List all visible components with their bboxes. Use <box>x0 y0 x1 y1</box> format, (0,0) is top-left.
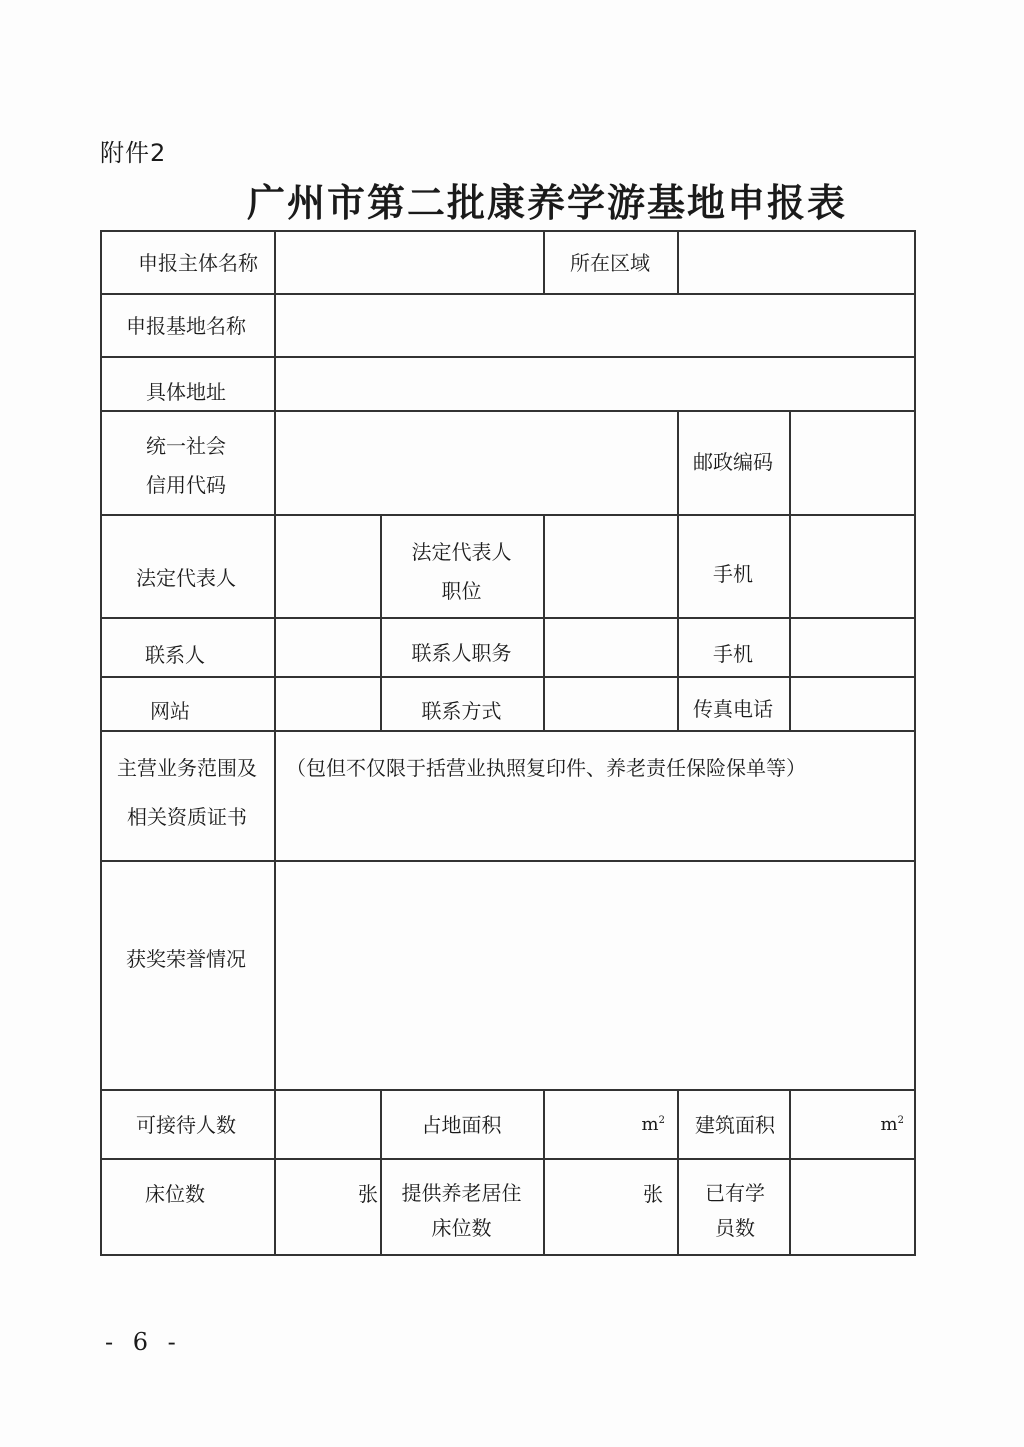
column-divider <box>789 514 791 730</box>
credit-code-label-line1: 统一社会 <box>146 434 226 458</box>
students-label-line2: 员数 <box>715 1216 755 1240</box>
business-scope-label-line1: 主营业务范围及 <box>117 756 257 780</box>
land-area-label: 占地面积 <box>421 1113 502 1137</box>
column-divider <box>274 230 276 1256</box>
row-divider <box>100 293 915 295</box>
elder-beds-label-line1: 提供养老居住 <box>401 1181 522 1205</box>
page-number: - 6 - <box>105 1328 182 1356</box>
contact-method-label: 联系方式 <box>421 699 502 723</box>
postcode-label: 邮政编码 <box>693 450 773 474</box>
row-divider <box>100 1089 915 1091</box>
district-label: 所在区域 <box>570 251 650 275</box>
form-border-top <box>100 230 915 232</box>
legal-rep-label: 法定代表人 <box>136 566 236 590</box>
page-title: 广州市第二批康养学游基地申报表 <box>246 181 847 225</box>
fax-label: 传真电话 <box>693 697 773 721</box>
students-label-line1: 已有学 <box>705 1181 765 1205</box>
building-area-label: 建筑面积 <box>695 1113 775 1137</box>
applicant-name-label: 申报主体名称 <box>138 251 258 275</box>
awards-label: 获奖荣誉情况 <box>126 947 246 971</box>
legal-rep-title-label-line1: 法定代表人 <box>411 540 512 564</box>
contact-label: 联系人 <box>145 643 205 667</box>
contact-title-label: 联系人职务 <box>411 641 512 665</box>
elder-beds-label-line2: 床位数 <box>431 1216 492 1240</box>
mobile-label: 手机 <box>713 642 753 666</box>
building-area-unit: $m^2$ <box>880 1114 904 1135</box>
capacity-label: 可接待人数 <box>136 1113 236 1137</box>
beds-label: 床位数 <box>145 1182 205 1206</box>
business-scope-hint: （包但不仅限于括营业执照复印件、养老责任保险保单等） <box>286 756 806 780</box>
row-divider <box>100 860 915 862</box>
website-label: 网站 <box>150 699 190 723</box>
form-border-right <box>914 230 916 1256</box>
column-divider <box>789 410 791 514</box>
row-divider <box>100 617 915 619</box>
attachment-label: 附件2 <box>100 139 167 167</box>
elder-beds-unit: 张 <box>643 1182 663 1206</box>
legal-rep-title-label-line2: 职位 <box>441 579 482 603</box>
column-divider <box>543 514 545 730</box>
row-divider <box>100 730 915 732</box>
form-border-bottom <box>100 1254 915 1256</box>
beds-unit: 张 <box>358 1182 378 1206</box>
application-form <box>100 230 915 1256</box>
row-divider <box>100 514 915 516</box>
address-label: 具体地址 <box>146 380 226 404</box>
mobile-label: 手机 <box>713 562 753 586</box>
form-border-left <box>100 230 102 1256</box>
land-area-unit: $m^2$ <box>641 1114 665 1135</box>
row-divider <box>100 356 915 358</box>
row-divider <box>100 1158 915 1160</box>
credit-code-label-line2: 信用代码 <box>146 473 226 497</box>
column-divider <box>677 230 679 293</box>
business-scope-label-line2: 相关资质证书 <box>127 805 247 829</box>
base-name-label: 申报基地名称 <box>126 314 246 338</box>
row-divider <box>100 676 915 678</box>
